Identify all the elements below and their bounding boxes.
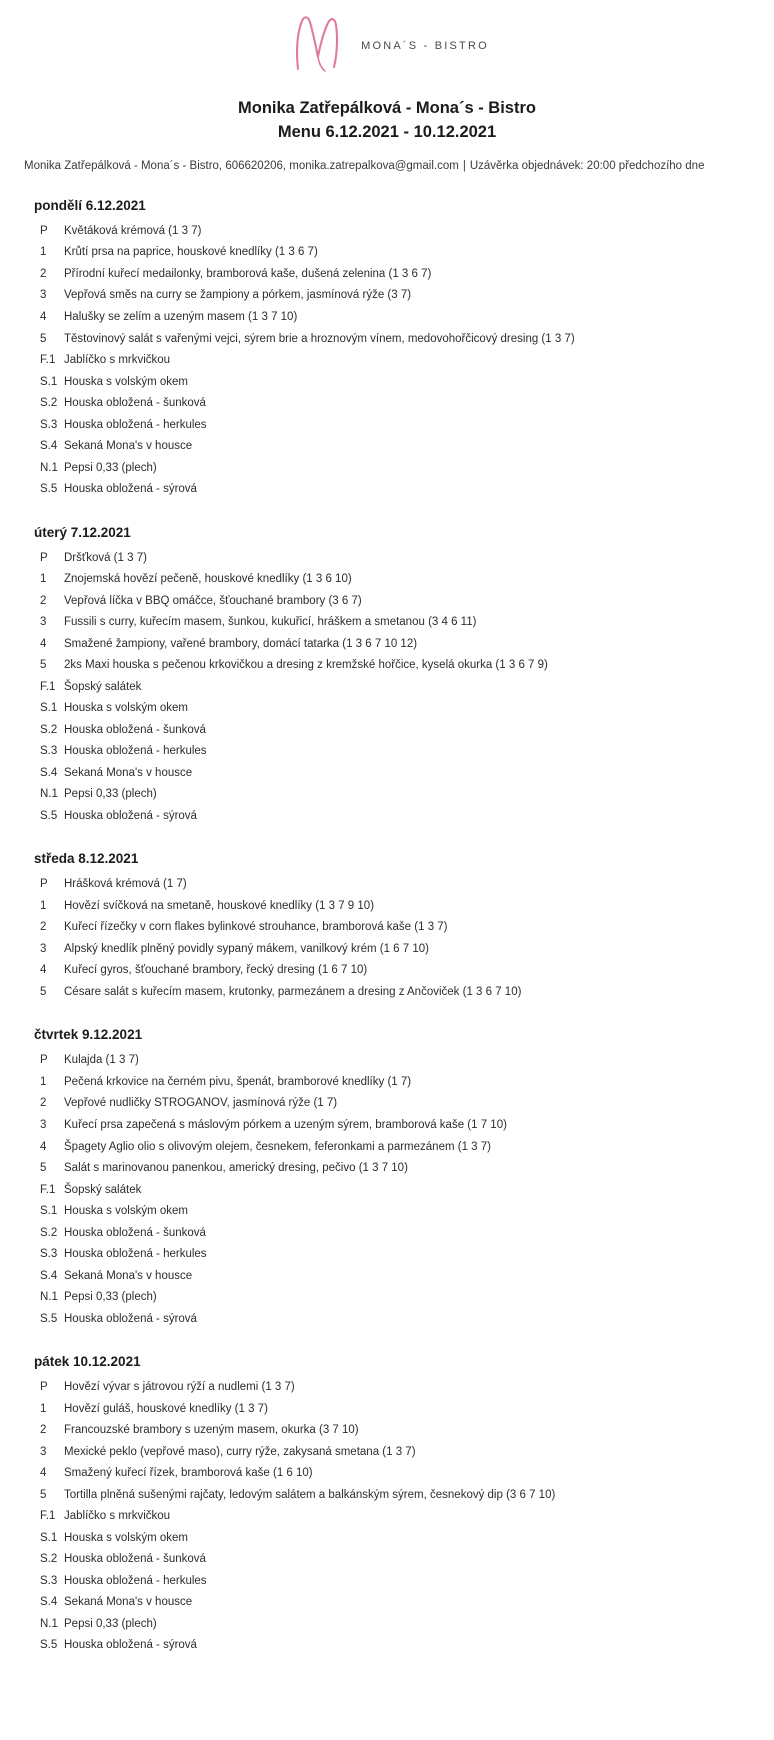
menu-item-name: Houska s volským okem xyxy=(64,1205,188,1218)
menu-day-section xyxy=(0,1027,774,1340)
menu-item-row[interactable] xyxy=(0,917,774,939)
menu-item-name: Fussili s curry, kuřecím masem, šunkou, kukuřicí, hráškem a smetanou (3 4 6 11) xyxy=(64,616,477,629)
menu-item-row[interactable] xyxy=(0,1635,774,1657)
menu-item-name: Salát s marinovanou panenkou, americký dresing, pečivo (1 3 7 10) xyxy=(64,1162,408,1175)
menu-item-code: 5 xyxy=(40,332,47,345)
menu-day-title: pondělí 6.12.2021 xyxy=(34,197,146,213)
menu-item-name: Vepřové nudličky STROGANOV, jasmínová rýže (1 7) xyxy=(64,1097,338,1110)
menu-item-name: Znojemská hovězí pečeně, houskové knedlíky (1 3 6 10) xyxy=(64,573,352,586)
day-spacer xyxy=(0,827,774,837)
menu-item-name: Jablíčko s mrkvičkou xyxy=(64,354,171,367)
menu-item-code: 2 xyxy=(40,921,47,934)
menu-item-row[interactable] xyxy=(0,569,774,591)
menu-item-row[interactable] xyxy=(0,1158,774,1180)
menu-item-code: S.4 xyxy=(40,440,58,453)
menu-item-name: Houska obložená - šunková xyxy=(64,397,206,410)
menu-item-code: N.1 xyxy=(40,1617,58,1630)
menu-day-title: úterý 7.12.2021 xyxy=(34,524,131,540)
menu-item-code: 5 xyxy=(40,1162,47,1175)
menu-item-row[interactable] xyxy=(0,1420,774,1442)
menu-item-code: 1 xyxy=(40,899,47,912)
menu-item-row[interactable] xyxy=(0,784,774,806)
menu-item-row[interactable] xyxy=(0,939,774,961)
menu-day-section xyxy=(0,851,774,1013)
menu-item-code: S.3 xyxy=(40,418,58,431)
menu-item-code: 4 xyxy=(40,311,47,323)
menu-item-row[interactable] xyxy=(0,1571,774,1593)
menu-item-code: 5 xyxy=(40,1488,47,1501)
menu-item-row[interactable] xyxy=(0,874,774,896)
menu-day-section xyxy=(0,1354,774,1667)
menu-item-code: S.4 xyxy=(40,766,58,779)
menu-item-code: S.3 xyxy=(40,1248,58,1261)
menu-item-name: Houska obložená - šunková xyxy=(64,1553,206,1566)
menu-item-row[interactable] xyxy=(0,655,774,677)
menu-item-code: 3 xyxy=(40,1445,47,1458)
menu-item-row[interactable] xyxy=(0,1614,774,1636)
menu-item-row[interactable] xyxy=(0,436,774,458)
menu-item-code: P xyxy=(40,1054,48,1067)
menu-item-name: Přírodní kuřecí medailonky, bramborová kaše, dušená zelenina (1 3 6 7) xyxy=(64,267,432,280)
menu-item-name: Hovězí vývar s játrovou rýží a nudlemi (1 3 7) xyxy=(64,1381,295,1394)
menu-item-code: 4 xyxy=(40,1467,47,1480)
menu-item-code: 2 xyxy=(40,1424,47,1437)
menu-item-code: P xyxy=(40,1381,48,1394)
menu-item-name: Houska s volským okem xyxy=(64,702,188,715)
page-title xyxy=(0,96,774,144)
menu-item-name: Francouzské brambory s uzeným masem, okurka (3 7 10) xyxy=(64,1424,359,1437)
menu-item-name: Krůtí prsa na paprice, houskové knedlíky (1 3 6 7) xyxy=(64,246,318,259)
menu-item-name: Kulajda (1 3 7) xyxy=(64,1054,139,1067)
menu-item-code: S.4 xyxy=(40,1596,58,1609)
menu-item-code: S.2 xyxy=(40,397,58,410)
menu-item-row[interactable] xyxy=(0,350,774,372)
menu-item-code: 2 xyxy=(40,594,47,607)
menu-item-code: 2 xyxy=(40,267,47,280)
menu-item-code: S.5 xyxy=(40,1639,58,1652)
menu-item-row[interactable] xyxy=(0,591,774,613)
menu-item-name: Césare salát s kuřecím masem, krutonky, parmezánem a dresing z Ančoviček (1 3 6 7 10) xyxy=(64,985,522,998)
menu-item-row[interactable] xyxy=(0,415,774,437)
menu-item-name: Květáková krémová (1 3 7) xyxy=(64,224,202,237)
menu-item-code: 3 xyxy=(40,616,47,629)
menu-item-name: Smažené žampiony, vařené brambory, domácí tatarka (1 3 6 7 10 12) xyxy=(64,637,418,650)
menu-item-row[interactable] xyxy=(0,242,774,264)
menu-date-range: Menu 6.12.2021 - 10.12.2021 xyxy=(277,122,497,141)
menu-item-row[interactable] xyxy=(0,634,774,656)
menu-item-code: S.3 xyxy=(40,1574,58,1587)
menu-day-section xyxy=(0,525,774,838)
day-spacer xyxy=(0,1003,774,1013)
menu-item-row[interactable] xyxy=(0,806,774,828)
menu-item-row[interactable] xyxy=(0,548,774,570)
menu-item-name: Houska obložená - sýrová xyxy=(64,1639,197,1652)
menu-item-code: 3 xyxy=(40,942,47,955)
menu-item-row[interactable] xyxy=(0,1506,774,1528)
menu-item-row[interactable] xyxy=(0,741,774,763)
menu-item-code: S.5 xyxy=(40,483,58,496)
menu-item-code: 5 xyxy=(40,985,47,998)
menu-item-code: F.1 xyxy=(40,354,56,367)
menu-item-row[interactable] xyxy=(0,1377,774,1399)
menu-item-code: S.1 xyxy=(40,702,58,715)
menu-item-row[interactable] xyxy=(0,1137,774,1159)
menu-item-code: S.2 xyxy=(40,1226,58,1239)
menu-item-name: Těstovinový salát s vařenými vejci, sýrem brie a hroznovým vínem, medovohořčicový dresing (1 3 7) xyxy=(64,332,575,345)
menu-item-code: 4 xyxy=(40,964,47,977)
brand-logo-text: MONA´S - BISTRO xyxy=(361,40,489,52)
menu-item-name: Sekaná Mona's v housce xyxy=(64,440,193,453)
menu-item-row[interactable] xyxy=(0,221,774,243)
menu-item-code: 4 xyxy=(40,1140,47,1153)
menu-item-name: Mexické peklo (vepřové maso), curry rýže, zakysaná smetana (1 3 7) xyxy=(64,1445,416,1458)
menu-item-code: 3 xyxy=(40,1118,47,1131)
menu-item-row[interactable] xyxy=(0,1287,774,1309)
menu-item-row[interactable] xyxy=(0,677,774,699)
menu-item-name: Sekaná Mona's v housce xyxy=(64,1269,193,1282)
menu-item-row[interactable] xyxy=(0,612,774,634)
contact-separator: | xyxy=(462,159,466,172)
day-spacer xyxy=(0,1330,774,1340)
menu-item-code: 4 xyxy=(40,637,47,650)
menu-day-title: středa 8.12.2021 xyxy=(34,851,139,867)
menu-item-row[interactable] xyxy=(0,264,774,286)
day-spacer xyxy=(0,501,774,511)
menu-item-row[interactable] xyxy=(0,1549,774,1571)
menu-item-row[interactable] xyxy=(0,1485,774,1507)
menu-item-code: 2 xyxy=(40,1097,47,1110)
menu-item-code: F.1 xyxy=(40,1510,56,1523)
menu-item-name: Sekaná Mona's v housce xyxy=(64,1596,193,1609)
menu-item-row[interactable] xyxy=(0,285,774,307)
menu-item-name: Kuřecí gyros, šťouchané brambory, řecký dresing (1 6 7 10) xyxy=(64,964,368,977)
menu-item-row[interactable] xyxy=(0,1592,774,1614)
menu-item-code: F.1 xyxy=(40,680,56,693)
menu-item-name: Špagety Aglio olio s olivovým olejem, česnekem, feferonkami a parmezánem (1 3 7) xyxy=(64,1140,491,1153)
menu-item-name: Smažený kuřecí řízek, bramborová kaše (1 6 10) xyxy=(64,1467,313,1480)
menu-item-row[interactable] xyxy=(0,1072,774,1094)
menu-day-title: pátek 10.12.2021 xyxy=(34,1354,141,1370)
contact-info xyxy=(0,144,774,174)
menu-item-name: Pečená krkovice na černém pivu, špenát, bramborové knedlíky (1 7) xyxy=(64,1075,412,1088)
menu-item-name: Houska obložená - herkules xyxy=(64,745,207,758)
menu-item-row[interactable] xyxy=(0,1309,774,1331)
menu-item-row[interactable] xyxy=(0,479,774,501)
menu-item-row[interactable] xyxy=(0,307,774,329)
menu-item-name: Jablíčko s mrkvičkou xyxy=(64,1510,171,1523)
menu-item-row[interactable] xyxy=(0,1115,774,1137)
menu-item-name: Pepsi 0,33 (plech) xyxy=(64,1617,157,1630)
menu-item-name: Hrášková krémová (1 7) xyxy=(64,878,187,891)
menu-item-name: Kuřecí prsa zapečená s máslovým pórkem a uzeným sýrem, bramborová kaše (1 7 10) xyxy=(64,1118,507,1131)
menu-item-name: Houska obložená - herkules xyxy=(64,418,207,431)
menu-item-code: P xyxy=(40,551,48,564)
menu-item-row[interactable] xyxy=(0,393,774,415)
menu-item-row[interactable] xyxy=(0,896,774,918)
menu-item-name: Šopský salátek xyxy=(64,1183,142,1196)
menu-item-name: Hovězí svíčková na smetaně, houskové knedlíky (1 3 7 9 10) xyxy=(64,899,375,912)
menu-item-code: S.2 xyxy=(40,723,58,736)
menu-item-row[interactable] xyxy=(0,1223,774,1245)
menu-item-row[interactable] xyxy=(0,1442,774,1464)
menu-item-name: Houska obložená - šunková xyxy=(64,1226,206,1239)
menu-item-code: 1 xyxy=(40,1402,47,1415)
menu-item-name: Dršťková (1 3 7) xyxy=(64,551,147,564)
menu-item-row[interactable] xyxy=(0,763,774,785)
menu-item-name: Vepřová směs na curry se žampiony a pórkem, jasmínová rýže (3 7) xyxy=(64,289,412,302)
menu-day-title: čtvrtek 9.12.2021 xyxy=(34,1027,143,1043)
menu-item-name: Pepsi 0,33 (plech) xyxy=(64,461,157,474)
menu-item-row[interactable] xyxy=(0,1180,774,1202)
menu-item-code: S.1 xyxy=(40,1531,58,1544)
menu-item-code: P xyxy=(40,224,48,237)
menu-day-section xyxy=(0,198,774,511)
day-spacer xyxy=(0,1657,774,1667)
menu-item-code: 1 xyxy=(40,1075,47,1088)
menu-item-name: Pepsi 0,33 (plech) xyxy=(64,1291,157,1304)
menu-item-code: N.1 xyxy=(40,788,58,801)
menu-item-code: 1 xyxy=(40,246,47,259)
menu-item-name: Houska obložená - šunková xyxy=(64,723,206,736)
menu-item-row[interactable] xyxy=(0,1244,774,1266)
menu-item-name: Houska obložená - sýrová xyxy=(64,809,197,822)
menu-item-name: Halušky se zelím a uzeným masem (1 3 7 10) xyxy=(64,311,298,323)
menu-item-row[interactable] xyxy=(0,1528,774,1550)
menu-item-row[interactable] xyxy=(0,982,774,1004)
menu-item-code: 3 xyxy=(40,289,47,302)
menu-item-code: 5 xyxy=(40,659,47,672)
menu-item-code: S.5 xyxy=(40,1312,58,1325)
menu-item-code: 1 xyxy=(40,573,47,586)
menu-item-code: S.1 xyxy=(40,375,58,388)
menu-item-row[interactable] xyxy=(0,1050,774,1072)
menu-item-row[interactable] xyxy=(0,1093,774,1115)
menu-item-name: Tortilla plněná sušenými rajčaty, ledovým salátem a balkánským sýrem, česnekový dip (3 6 7 10) xyxy=(64,1488,556,1501)
brand-logo xyxy=(0,0,774,92)
menu-item-row[interactable] xyxy=(0,720,774,742)
menu-item-name: 2ks Maxi houska s pečenou krkovičkou a dresing z kremžské hořčice, kyselá okurka (1 3 6 7 9) xyxy=(64,659,548,672)
menu-item-row[interactable] xyxy=(0,458,774,480)
menu-item-name: Houska s volským okem xyxy=(64,375,188,388)
menu-item-row[interactable] xyxy=(0,1399,774,1421)
menu-item-name: Houska obložená - herkules xyxy=(64,1574,207,1587)
menu-item-row[interactable] xyxy=(0,1463,774,1485)
menu-item-name: Houska s volským okem xyxy=(64,1531,188,1544)
menu-item-name: Houska obložená - sýrová xyxy=(64,1312,197,1325)
menu-item-code: S.1 xyxy=(40,1205,58,1218)
menu-item-code: S.2 xyxy=(40,1553,58,1566)
menu-item-name: Šopský salátek xyxy=(64,680,142,693)
menu-item-name: Vepřová líčka v BBQ omáčce, šťouchané brambory (3 6 7) xyxy=(64,594,362,607)
menu-item-code: P xyxy=(40,878,48,891)
menu-item-row[interactable] xyxy=(0,329,774,351)
menu-item-code: N.1 xyxy=(40,461,58,474)
menu-item-name: Houska obložená - sýrová xyxy=(64,483,197,496)
menu-item-name: Hovězí guláš, houskové knedlíky (1 3 7) xyxy=(64,1402,268,1415)
menu-item-row[interactable] xyxy=(0,372,774,394)
order-deadline: Uzávěrka objednávek: 20:00 předchozího dne xyxy=(469,159,705,172)
monogram-m-icon xyxy=(285,11,351,82)
menu-item-name: Houska obložená - herkules xyxy=(64,1248,207,1261)
menu-item-name: Alpský knedlík plněný povidly sypaný mákem, vanilkový krém (1 6 7 10) xyxy=(64,942,429,955)
menu-item-name: Sekaná Mona's v housce xyxy=(64,766,193,779)
menu-item-code: F.1 xyxy=(40,1183,56,1196)
menu-item-row[interactable] xyxy=(0,1201,774,1223)
business-name: Monika Zatřepálková - Mona´s - Bistro xyxy=(238,99,536,117)
menu-item-row[interactable] xyxy=(0,960,774,982)
menu-item-code: S.5 xyxy=(40,809,58,822)
contact-details: Monika Zatřepálková - Mona´s - Bistro, 606620206, monika.zatrepalkova@gmail.com xyxy=(24,159,459,172)
menu-item-name: Kuřecí řízečky v corn flakes bylinkové strouhance, bramborová kaše (1 3 7) xyxy=(64,921,448,934)
menu-item-code: N.1 xyxy=(40,1291,58,1304)
menu-item-name: Pepsi 0,33 (plech) xyxy=(64,788,157,801)
menu-item-row[interactable] xyxy=(0,698,774,720)
menu-days-list xyxy=(0,174,774,1707)
menu-item-row[interactable] xyxy=(0,1266,774,1288)
menu-item-code: S.3 xyxy=(40,745,58,758)
menu-item-code: S.4 xyxy=(40,1269,58,1282)
